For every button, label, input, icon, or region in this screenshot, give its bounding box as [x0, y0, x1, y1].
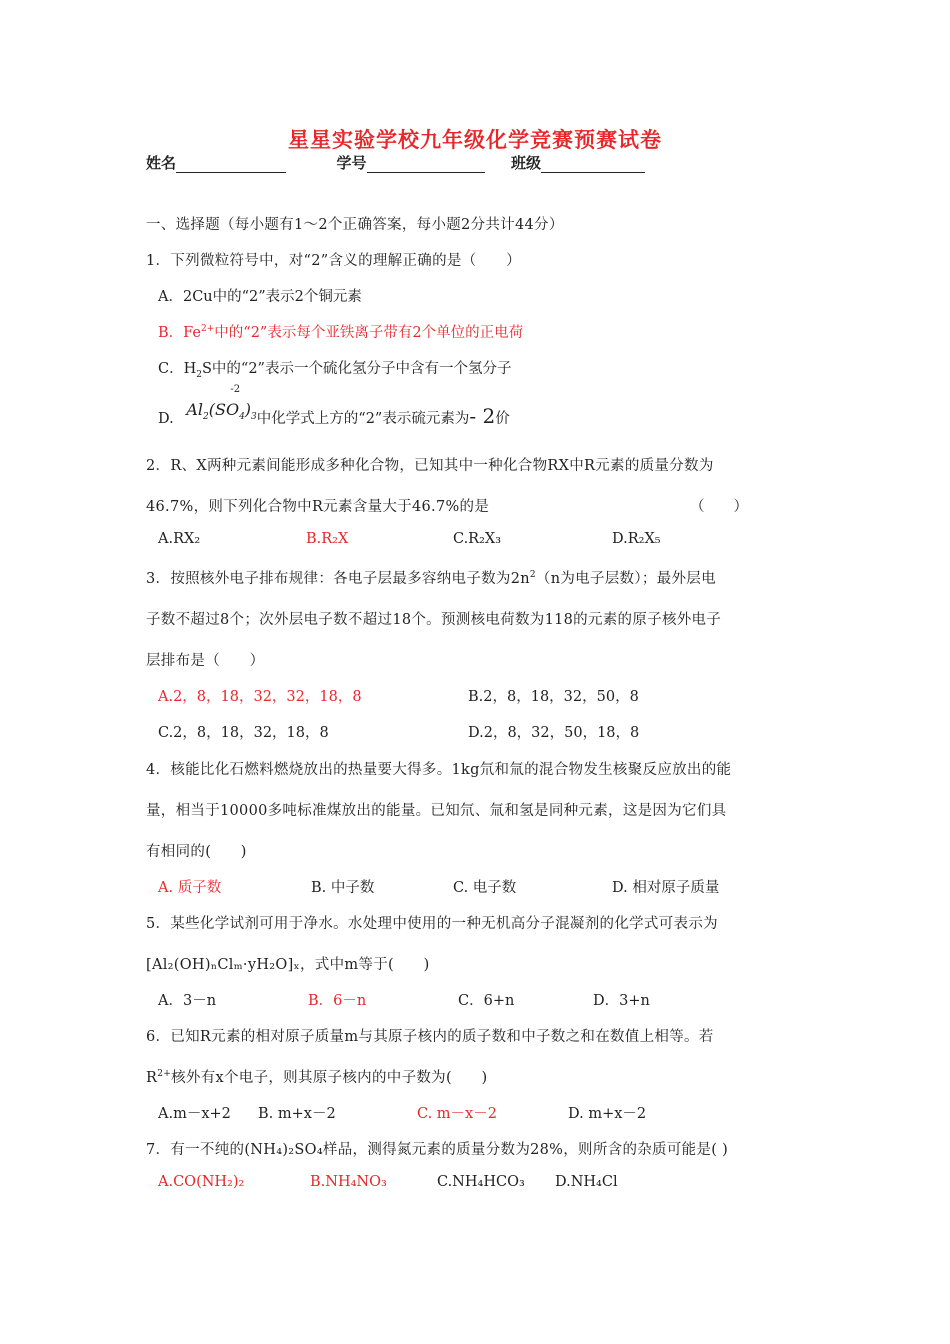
q7-option-a: A.CO(NH₂)₂ — [158, 1174, 245, 1190]
q7-option-d: D.NH₄Cl — [555, 1174, 618, 1190]
q1-option-a: A．2Cu中的“2”表示2个铜元素 — [158, 289, 362, 305]
q4-option-c: C. 电子数 — [453, 880, 517, 896]
q6-option-a: A.m－x+2 — [158, 1106, 231, 1122]
name-blank[interactable] — [176, 156, 286, 173]
section-heading: 一、选择题（每小题有1～2个正确答案，每小题2分共计44分） — [146, 217, 564, 233]
q6-option-b: B. m+x－2 — [258, 1106, 336, 1122]
q4-option-b: B. 中子数 — [311, 880, 375, 896]
q6-stem-line2: $R^{2+}$核外有x个电子，则其原子核内的中子数为( ) — [146, 1069, 488, 1086]
q3-stem-line2: 子数不超过8个；次外层电子数不超过18个。预测核电荷数为118的元素的原子核外电子 — [146, 612, 722, 628]
q4-stem-line2: 量，相当于10000多吨标准煤放出的能量。已知氘、氚和氢是同种元素，这是因为它们具 — [146, 803, 727, 819]
q6-option-c: C. m－x－2 — [417, 1106, 497, 1122]
q4-option-d: D. 相对原子质量 — [612, 880, 720, 896]
q3-option-d: D.2，8，32，50，18，8 — [468, 725, 640, 741]
q1-option-b: B．$Fe^{2+}$中的“2”表示每个亚铁离子带有2个单位的正电荷 — [158, 324, 524, 341]
name-label: 姓名 — [146, 154, 177, 172]
q2-option-b: B.R₂X — [306, 531, 349, 547]
q5-option-d: D．3+n — [593, 993, 650, 1009]
q4-stem-line3: 有相同的( ) — [146, 844, 247, 860]
q3-option-c: C.2，8，18，32，18，8 — [158, 725, 329, 741]
q3-stem-line3: 层排布是（ ） — [146, 653, 265, 669]
q5-stem-line2: [Al₂(OH)ₙClₘ·yH₂O]ₓ，式中m等于( ) — [146, 957, 430, 973]
q2-option-c: C.R₂X₃ — [453, 531, 502, 547]
student-info — [146, 152, 645, 173]
q7-option-b: B.NH₄NO₃ — [310, 1174, 387, 1190]
q2-answer-paren: （ ） — [690, 499, 748, 515]
aluminium-sulfate-formula: -2 $Al_2(SO_4)_3$ — [186, 384, 257, 423]
q3-option-b: B.2，8，18，32，50，8 — [468, 689, 639, 705]
q2-stem-line1: 2．R、X两种元素间能形成多种化合物，已知其中一种化合物RX中R元素的质量分数为 — [146, 458, 714, 474]
q3-stem-line1: 3．按照核外电子排布规律：各电子层最多容纳电子数为$2n^2(n$为电子层数）；最外层电 — [146, 570, 716, 587]
id-blank[interactable] — [367, 156, 485, 173]
q6-stem-line1: 6．已知R元素的相对原子质量m与其原子核内的质子数和中子数之和在数值上相等。若 — [146, 1029, 714, 1045]
q2-option-d: D.R₂X₅ — [612, 531, 661, 547]
q7-stem: 7．有一不纯的(NH₄)₂SO₄样品，测得氮元素的质量分数为28%，则所含的杂质可能是( ) — [146, 1142, 729, 1158]
q5-stem-line1: 5．某些化学试剂可用于净水。水处理中使用的一种无机高分子混凝剂的化学式可表示为 — [146, 916, 718, 932]
q5-option-b: B．6－n — [308, 993, 367, 1009]
q4-option-a: A. 质子数 — [158, 880, 222, 896]
q3-option-a: A.2，8，18，32，32，18，8 — [158, 689, 362, 705]
q5-option-a: A．3－n — [158, 993, 217, 1009]
q1-option-d: D. -2 $Al_2(SO_4)_3$中化学式上方的“2”表示硫元素为- 2价 — [158, 384, 510, 428]
q1-stem: 1．下列微粒符号中，对“2”含义的理解正确的是（ ） — [146, 253, 521, 269]
id-label: 学号 — [336, 154, 367, 172]
class-label: 班级 — [510, 154, 541, 172]
exam-title: 星星实验学校九年级化学竞赛预赛试卷 — [288, 127, 662, 152]
q6-option-d: D. m+x－2 — [568, 1106, 647, 1122]
q4-stem-line1: 4．核能比化石燃料燃烧放出的热量要大得多。1kg氘和氚的混合物发生核聚反应放出的能 — [146, 762, 732, 778]
class-blank[interactable] — [541, 156, 645, 173]
q2-option-a: A.RX₂ — [158, 531, 201, 547]
q7-option-c: C.NH₄HCO₃ — [437, 1174, 525, 1190]
q1-option-c: C．$H_2S$中的“2”表示一个硫化氢分子中含有一个氢分子 — [158, 361, 512, 380]
q5-option-c: C．6+n — [458, 993, 515, 1009]
q2-stem-line2: 46.7%，则下列化合物中R元素含量大于46.7%的是 — [146, 499, 490, 515]
